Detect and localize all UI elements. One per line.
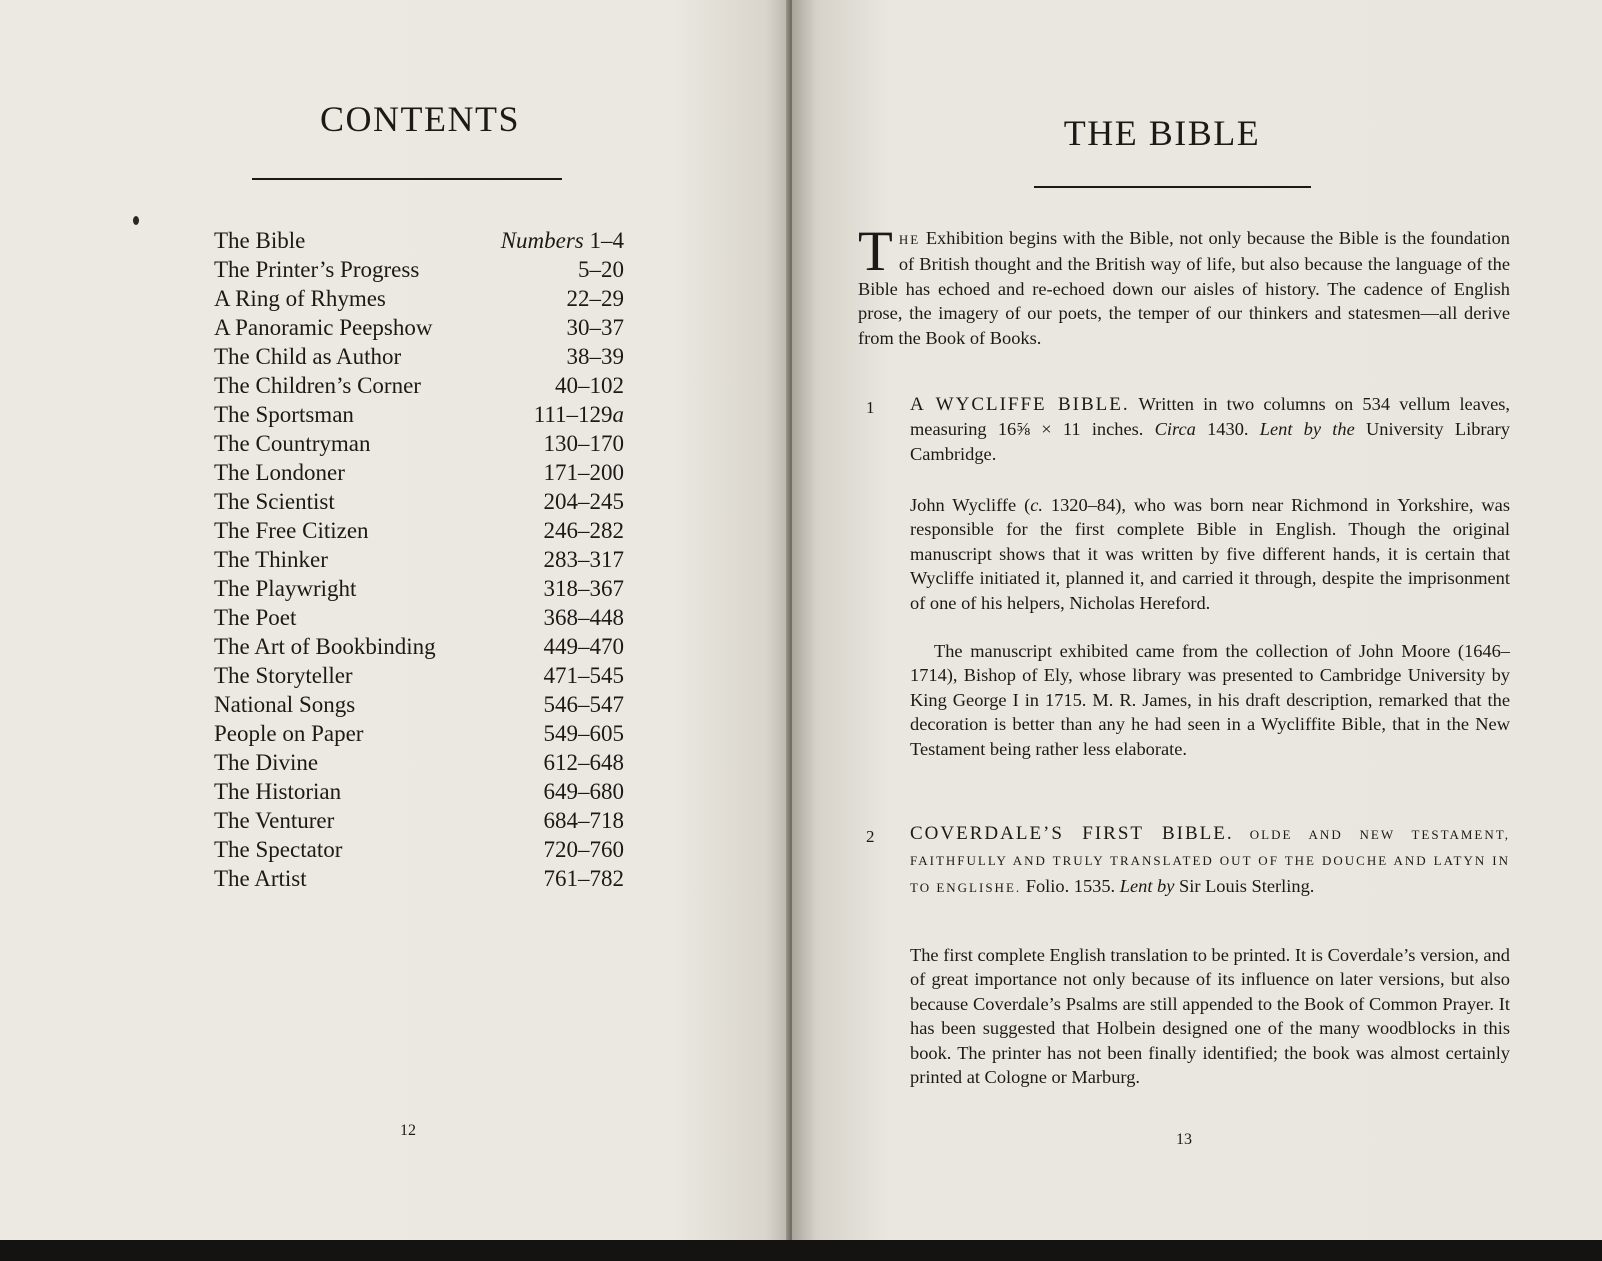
toc-title: The Child as Author	[214, 344, 402, 369]
toc-range: 38–39	[566, 344, 624, 369]
ink-speck	[133, 216, 139, 225]
intro-paragraph	[858, 220, 1510, 350]
toc-row	[214, 632, 624, 661]
item-date: 1430.	[1195, 419, 1260, 440]
toc-range: 368–448	[543, 605, 624, 630]
toc-row	[214, 487, 624, 516]
toc-row	[214, 284, 624, 313]
item-heading	[910, 392, 1510, 466]
toc-range: 549–605	[543, 721, 624, 746]
item-title: A WYCLIFFE BIBLE.	[910, 394, 1130, 415]
page-bottom-edge	[0, 1240, 1602, 1261]
item-paragraph: The first complete English translation to be printed. It is Coverdale’s version, and of great importance not only because of its influence on later versions, but also because Coverdale’s Psalms are still appended to the Book of Common Prayer. It has been suggested that Holbein designed one of the many woodblocks in this book. The printer has not been finally identified; the book was almost certainly printed at Cologne or Marburg.	[910, 945, 1510, 1088]
section-title: THE BIBLE	[1063, 113, 1261, 153]
toc-title: People on Paper	[214, 721, 364, 746]
title-rule	[1034, 186, 1311, 188]
toc-row	[214, 806, 624, 835]
toc-range: 546–547	[543, 692, 624, 717]
toc-title: The Poet	[214, 605, 297, 630]
toc-row	[214, 226, 624, 255]
toc-range: 684–718	[543, 808, 624, 833]
toc-row	[214, 255, 624, 284]
toc-title: The Bible	[214, 228, 306, 253]
item-lent: Lent by	[1119, 875, 1175, 896]
toc-range: 761–782	[543, 866, 624, 891]
toc-title: The Thinker	[214, 547, 328, 572]
toc-row	[214, 719, 624, 748]
toc-title: The Playwright	[214, 576, 357, 601]
toc-row	[214, 690, 624, 719]
toc-title: The Divine	[214, 750, 319, 775]
toc-range: 40–102	[555, 373, 624, 398]
toc-range: 246–282	[543, 518, 624, 543]
toc-title: A Panoramic Peepshow	[214, 315, 433, 340]
toc-title: The Venturer	[214, 808, 335, 833]
toc-range: 30–37	[566, 315, 624, 340]
toc-title: The Free Citizen	[214, 518, 369, 543]
toc-range: 22–29	[566, 286, 624, 311]
toc-title: The Children’s Corner	[214, 373, 421, 398]
toc-title: The Londoner	[214, 460, 345, 485]
item-subtitle: OLDE AND NEW TESTAMENT, FAITHFULLY AND TRULY TRANSLATED OUT OF THE DOUCHE AND LATYN IN TO ENGLISHE.	[910, 827, 1510, 895]
item-number: 1	[866, 398, 875, 417]
toc-title: The Spectator	[214, 837, 343, 862]
toc-range: 171–200	[543, 460, 624, 485]
toc-row	[214, 748, 624, 777]
toc-range: 720–760	[543, 837, 624, 862]
drop-cap: T	[858, 220, 893, 283]
toc-row	[214, 458, 624, 487]
toc-row	[214, 574, 624, 603]
toc-row	[214, 661, 624, 690]
contents-title: CONTENTS	[320, 99, 520, 139]
toc-range: 204–245	[543, 489, 624, 514]
toc-range: 130–170	[543, 431, 624, 456]
page-number: 12	[400, 1122, 416, 1139]
toc-row	[214, 835, 624, 864]
toc-row	[214, 429, 624, 458]
toc-range: 449–470	[543, 634, 624, 659]
toc-row	[214, 516, 624, 545]
toc-row	[214, 313, 624, 342]
toc-range: 318–367	[543, 576, 624, 601]
toc-range: 612–648	[543, 750, 624, 775]
item-lender: Sir Louis Sterling.	[1174, 875, 1315, 896]
intro-smallcaps: HE	[898, 232, 921, 247]
item-detail: Folio. 1535.	[1021, 875, 1120, 896]
toc-title: National Songs	[214, 692, 356, 717]
left-page	[0, 0, 790, 1252]
toc-row	[214, 603, 624, 632]
toc-row	[214, 342, 624, 371]
item-number: 2	[866, 827, 875, 846]
toc-range: 471–545	[543, 663, 624, 688]
toc-range: Numbers 1–4	[500, 228, 624, 253]
item-lent: Lent by the	[1259, 419, 1355, 440]
toc-title: The Artist	[214, 866, 307, 891]
toc-row	[214, 545, 624, 574]
item-title: COVERDALE’S FIRST BIBLE.	[910, 823, 1234, 844]
toc-title: A Ring of Rhymes	[214, 286, 386, 311]
toc-range: 283–317	[543, 547, 624, 572]
toc-row	[214, 371, 624, 400]
table-of-contents	[214, 226, 624, 893]
item-heading	[910, 821, 1510, 900]
toc-title: The Countryman	[214, 431, 371, 456]
intro-text: Exhibition begins with the Bible, not only because the Bible is the foundation of British thought and the British way of life, but also because the language of the Bible has echoed and re-echoed down our aisles of history. The cadence of English prose, the imagery of our poets, the temper of our thinkers and statesmen—all derive from the Book of Books.	[858, 228, 1510, 348]
item-paragraph	[910, 493, 1510, 615]
toc-range: 649–680	[543, 779, 624, 804]
toc-row	[214, 864, 624, 893]
toc-title: The Historian	[214, 779, 342, 804]
toc-row	[214, 777, 624, 806]
toc-title: The Scientist	[214, 489, 335, 514]
toc-range: 5–20	[578, 257, 624, 282]
item-detail: Written in two columns on 534 vellum leaves, measuring 16⅝ × 11 inches.	[910, 394, 1510, 440]
item-paragraph: The manuscript exhibited came from the collection of John Moore (1646–1714), Bishop of Ely, whose library was presented to Cambridge University by King George I in 1715. M. R. James, in his draft description, remarked that the decoration is better than any he had seen in a Wycliffite Bible, that in the New Testament being rather less elaborate.	[910, 641, 1510, 759]
toc-range: 111–129a	[533, 402, 624, 427]
item-text: John Wycliffe (	[910, 495, 1031, 515]
toc-row	[214, 400, 624, 429]
item-lender: University Library Cambridge.	[910, 419, 1510, 464]
item-text: 1320–84), who was born near Richmond in Yorkshire, was responsible for the first complete Bible in English. Though the original manuscript shows that it was written by five different hands, it is certain that Wycliffe initiated it, planned it, and carried it through, despite the imprisonment of one of his helpers, Nicholas Hereford.	[910, 495, 1510, 613]
toc-title: The Storyteller	[214, 663, 353, 688]
toc-title: The Sportsman	[214, 402, 354, 427]
toc-title: The Art of Bookbinding	[214, 634, 436, 659]
title-rule	[252, 178, 562, 180]
toc-title: The Printer’s Progress	[214, 257, 420, 282]
item-circa: Circa	[1154, 419, 1196, 440]
item-text-italic: c.	[1030, 495, 1044, 515]
page-number: 13	[1176, 1131, 1192, 1148]
